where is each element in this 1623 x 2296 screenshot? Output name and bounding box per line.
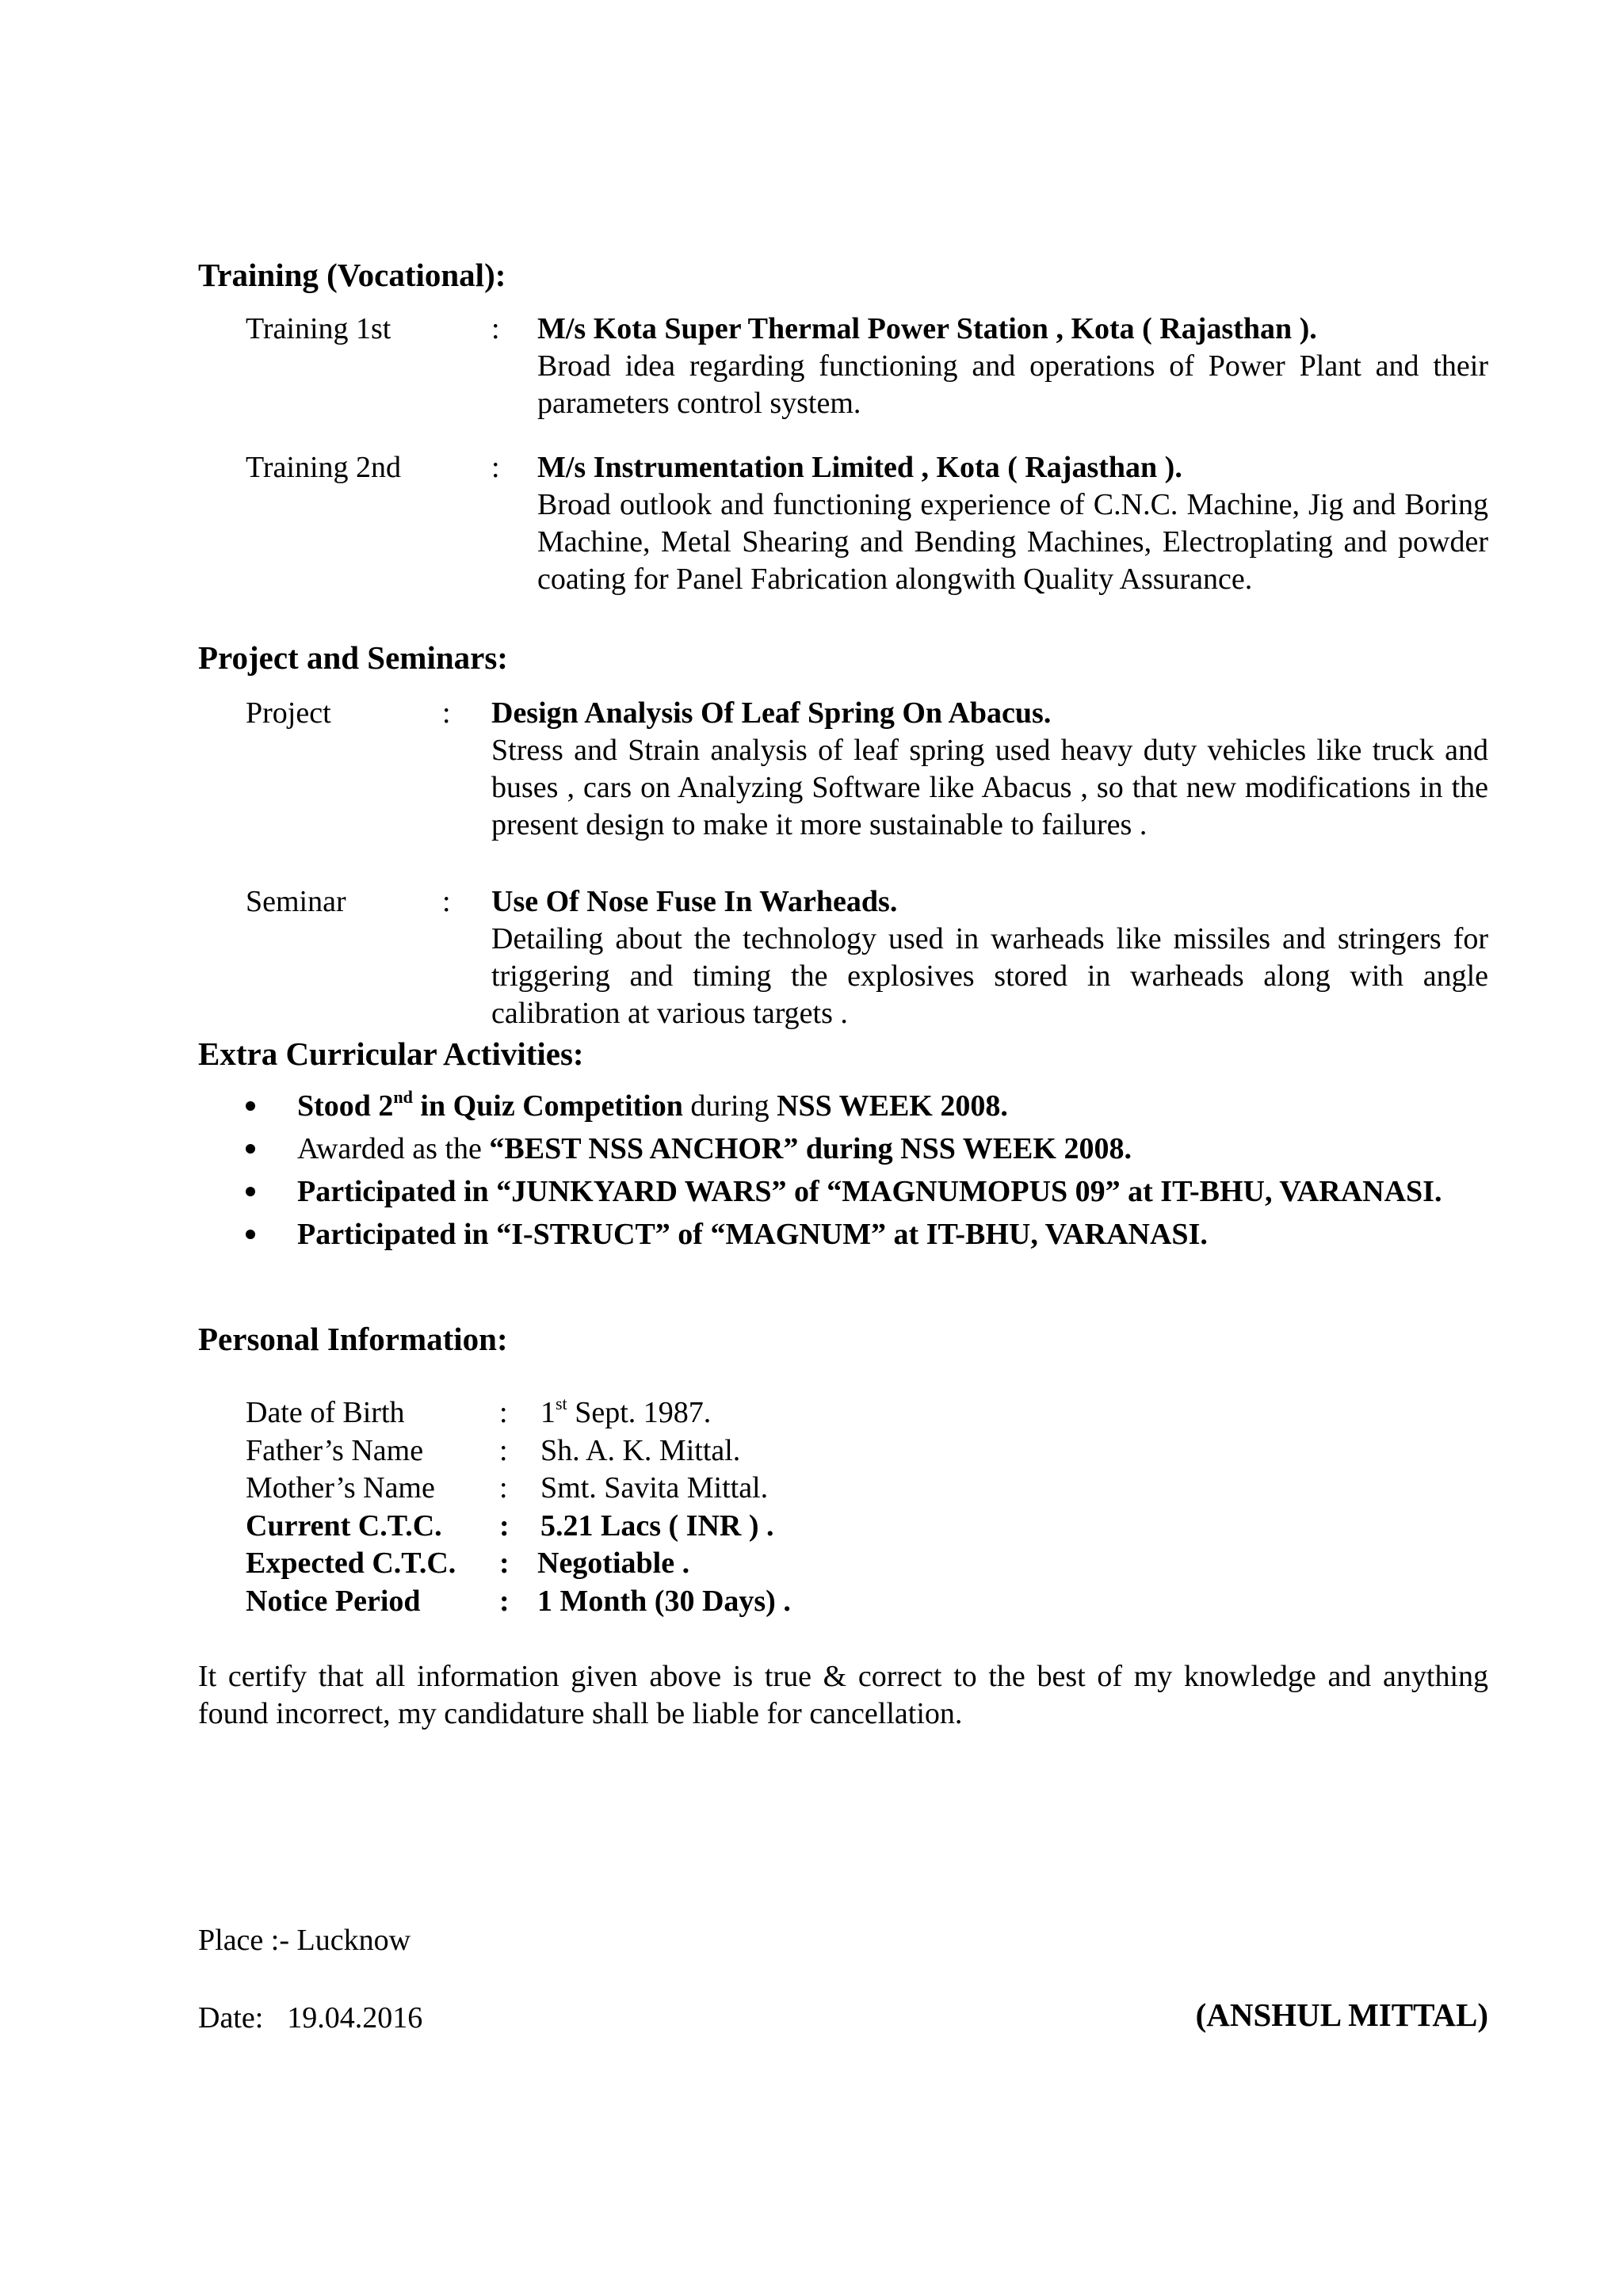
activity-1-part-2: in Quiz Competition (412, 1089, 683, 1123)
activity-1-part-4: NSS WEEK 2008. (777, 1089, 1008, 1123)
notice-value: 1 Month (30 Days) . (537, 1584, 791, 1618)
father-value: Sh. A. K. Mittal. (540, 1433, 741, 1467)
personal-row-notice (246, 1583, 959, 1621)
training-1-details (537, 311, 1488, 422)
training-2-title: M/s Instrumentation Limited , Kota ( Rajasthan ). (537, 451, 1182, 484)
personal-row-father (246, 1432, 959, 1470)
mother-label: Mother’s Name (246, 1471, 435, 1505)
activity-4-text: Participated in “I-STRUCT” of “MAGNUM” at IT-BHU, VARANASI. (297, 1218, 1208, 1251)
current-ctc-value: 5.21 Lacs ( INR ) . (540, 1508, 774, 1543)
place-line: Place :- Lucknow (198, 1924, 411, 1957)
activities-list (246, 1088, 1488, 1259)
notice-colon: : (499, 1584, 510, 1618)
seminar-details (491, 883, 1488, 1032)
extra-heading: Extra Curricular Activities: (198, 1035, 584, 1072)
current-ctc-colon: : (499, 1508, 510, 1543)
training-2-details (537, 449, 1488, 598)
activity-1-part-1: Stood 2 (297, 1089, 394, 1123)
activity-2-part-1: Awarded as the (297, 1132, 490, 1165)
seminar-desc: Detailing about the technology used in warheads like missiles and stringers for triggering and timing the explosives stored in warheads along with angle calibration at various targets . (491, 922, 1488, 1030)
training-2-desc: Broad outlook and functioning experience of C.N.C. Machine, Jig and Boring Machine, Metal Shearing and Bending Machines, Electroplating and powder coating for Panel Fabrication alongwith Quality Assurance. (537, 488, 1488, 596)
father-label: Father’s Name (246, 1433, 424, 1467)
dob-rest: Sept. 1987. (567, 1396, 712, 1429)
activity-1-part-3: during (682, 1089, 777, 1123)
training-2-colon: : (491, 451, 500, 484)
declaration-text: It certify that all information given above is true & correct to the best of my knowledge and anything found incorrect, my candidature shall be liable for cancellation. (198, 1660, 1488, 1730)
project-desc: Stress and Strain analysis of leaf spring used heavy duty vehicles like truck and buses , cars on Analyzing Software like Abacus , so that new modifications in the present design to make it more sustainable to failures . (491, 734, 1488, 841)
expected-ctc-colon: : (499, 1547, 510, 1580)
dob-label: Date of Birth (246, 1396, 405, 1429)
bullet-icon (246, 1187, 255, 1196)
expected-ctc-value: Negotiable . (537, 1547, 690, 1580)
date-value: 19.04.2016 (287, 2001, 423, 2035)
activity-item-1 (246, 1088, 1488, 1125)
personal-row-expected-ctc (246, 1545, 959, 1583)
activity-item-3 (246, 1173, 1488, 1211)
expected-ctc-label: Expected C.T.C. (246, 1547, 456, 1580)
personal-row-mother (246, 1470, 959, 1508)
activity-2-part-2: “BEST NSS ANCHOR” during NSS WEEK 2008. (489, 1132, 1132, 1165)
activity-item-4 (246, 1216, 1488, 1253)
notice-label: Notice Period (246, 1584, 421, 1618)
activity-3-text: Participated in “JUNKYARD WARS” of “MAGNUMOPUS 09” at IT-BHU, VARANASI. (297, 1175, 1442, 1208)
date-line (198, 2000, 422, 2037)
training-heading: Training (Vocational): (198, 257, 506, 293)
bullet-icon (246, 1144, 255, 1154)
training-2-label: Training 2nd (246, 451, 402, 484)
project-label: Project (246, 696, 331, 730)
dob-colon: : (499, 1396, 508, 1429)
project-colon: : (442, 696, 451, 730)
training-1-label: Training 1st (246, 312, 391, 345)
project-details (491, 695, 1488, 844)
training-1-desc: Broad idea regarding functioning and operations of Power Plant and their parameters control system. (537, 349, 1488, 420)
seminar-label: Seminar (246, 885, 346, 918)
personal-row-current-ctc (246, 1508, 959, 1546)
training-1-title: M/s Kota Super Thermal Power Station , Kota ( Rajasthan ). (537, 312, 1317, 345)
projects-heading: Project and Seminars: (198, 639, 508, 676)
dob-value (540, 1394, 711, 1432)
bullet-icon (246, 1101, 255, 1111)
project-title: Design Analysis Of Leaf Spring On Abacus. (491, 696, 1052, 730)
signature-name: (ANSHUL MITTAL) (1195, 1997, 1488, 2033)
dob-day: 1 (540, 1396, 556, 1429)
dob-sup: st (556, 1394, 567, 1413)
personal-row-dob (246, 1394, 959, 1432)
personal-info-table (246, 1394, 959, 1620)
training-1-colon: : (491, 312, 500, 345)
mother-colon: : (499, 1471, 508, 1505)
seminar-title: Use Of Nose Fuse In Warheads. (491, 885, 898, 918)
bullet-icon (246, 1230, 255, 1239)
father-colon: : (499, 1433, 508, 1467)
seminar-colon: : (442, 885, 451, 918)
date-label: Date: (198, 2001, 264, 2035)
mother-value: Smt. Savita Mittal. (540, 1471, 769, 1505)
activity-item-2 (246, 1131, 1488, 1168)
personal-heading: Personal Information: (198, 1321, 508, 1357)
current-ctc-label: Current C.T.C. (246, 1508, 442, 1543)
activity-1-sup: nd (393, 1087, 413, 1107)
